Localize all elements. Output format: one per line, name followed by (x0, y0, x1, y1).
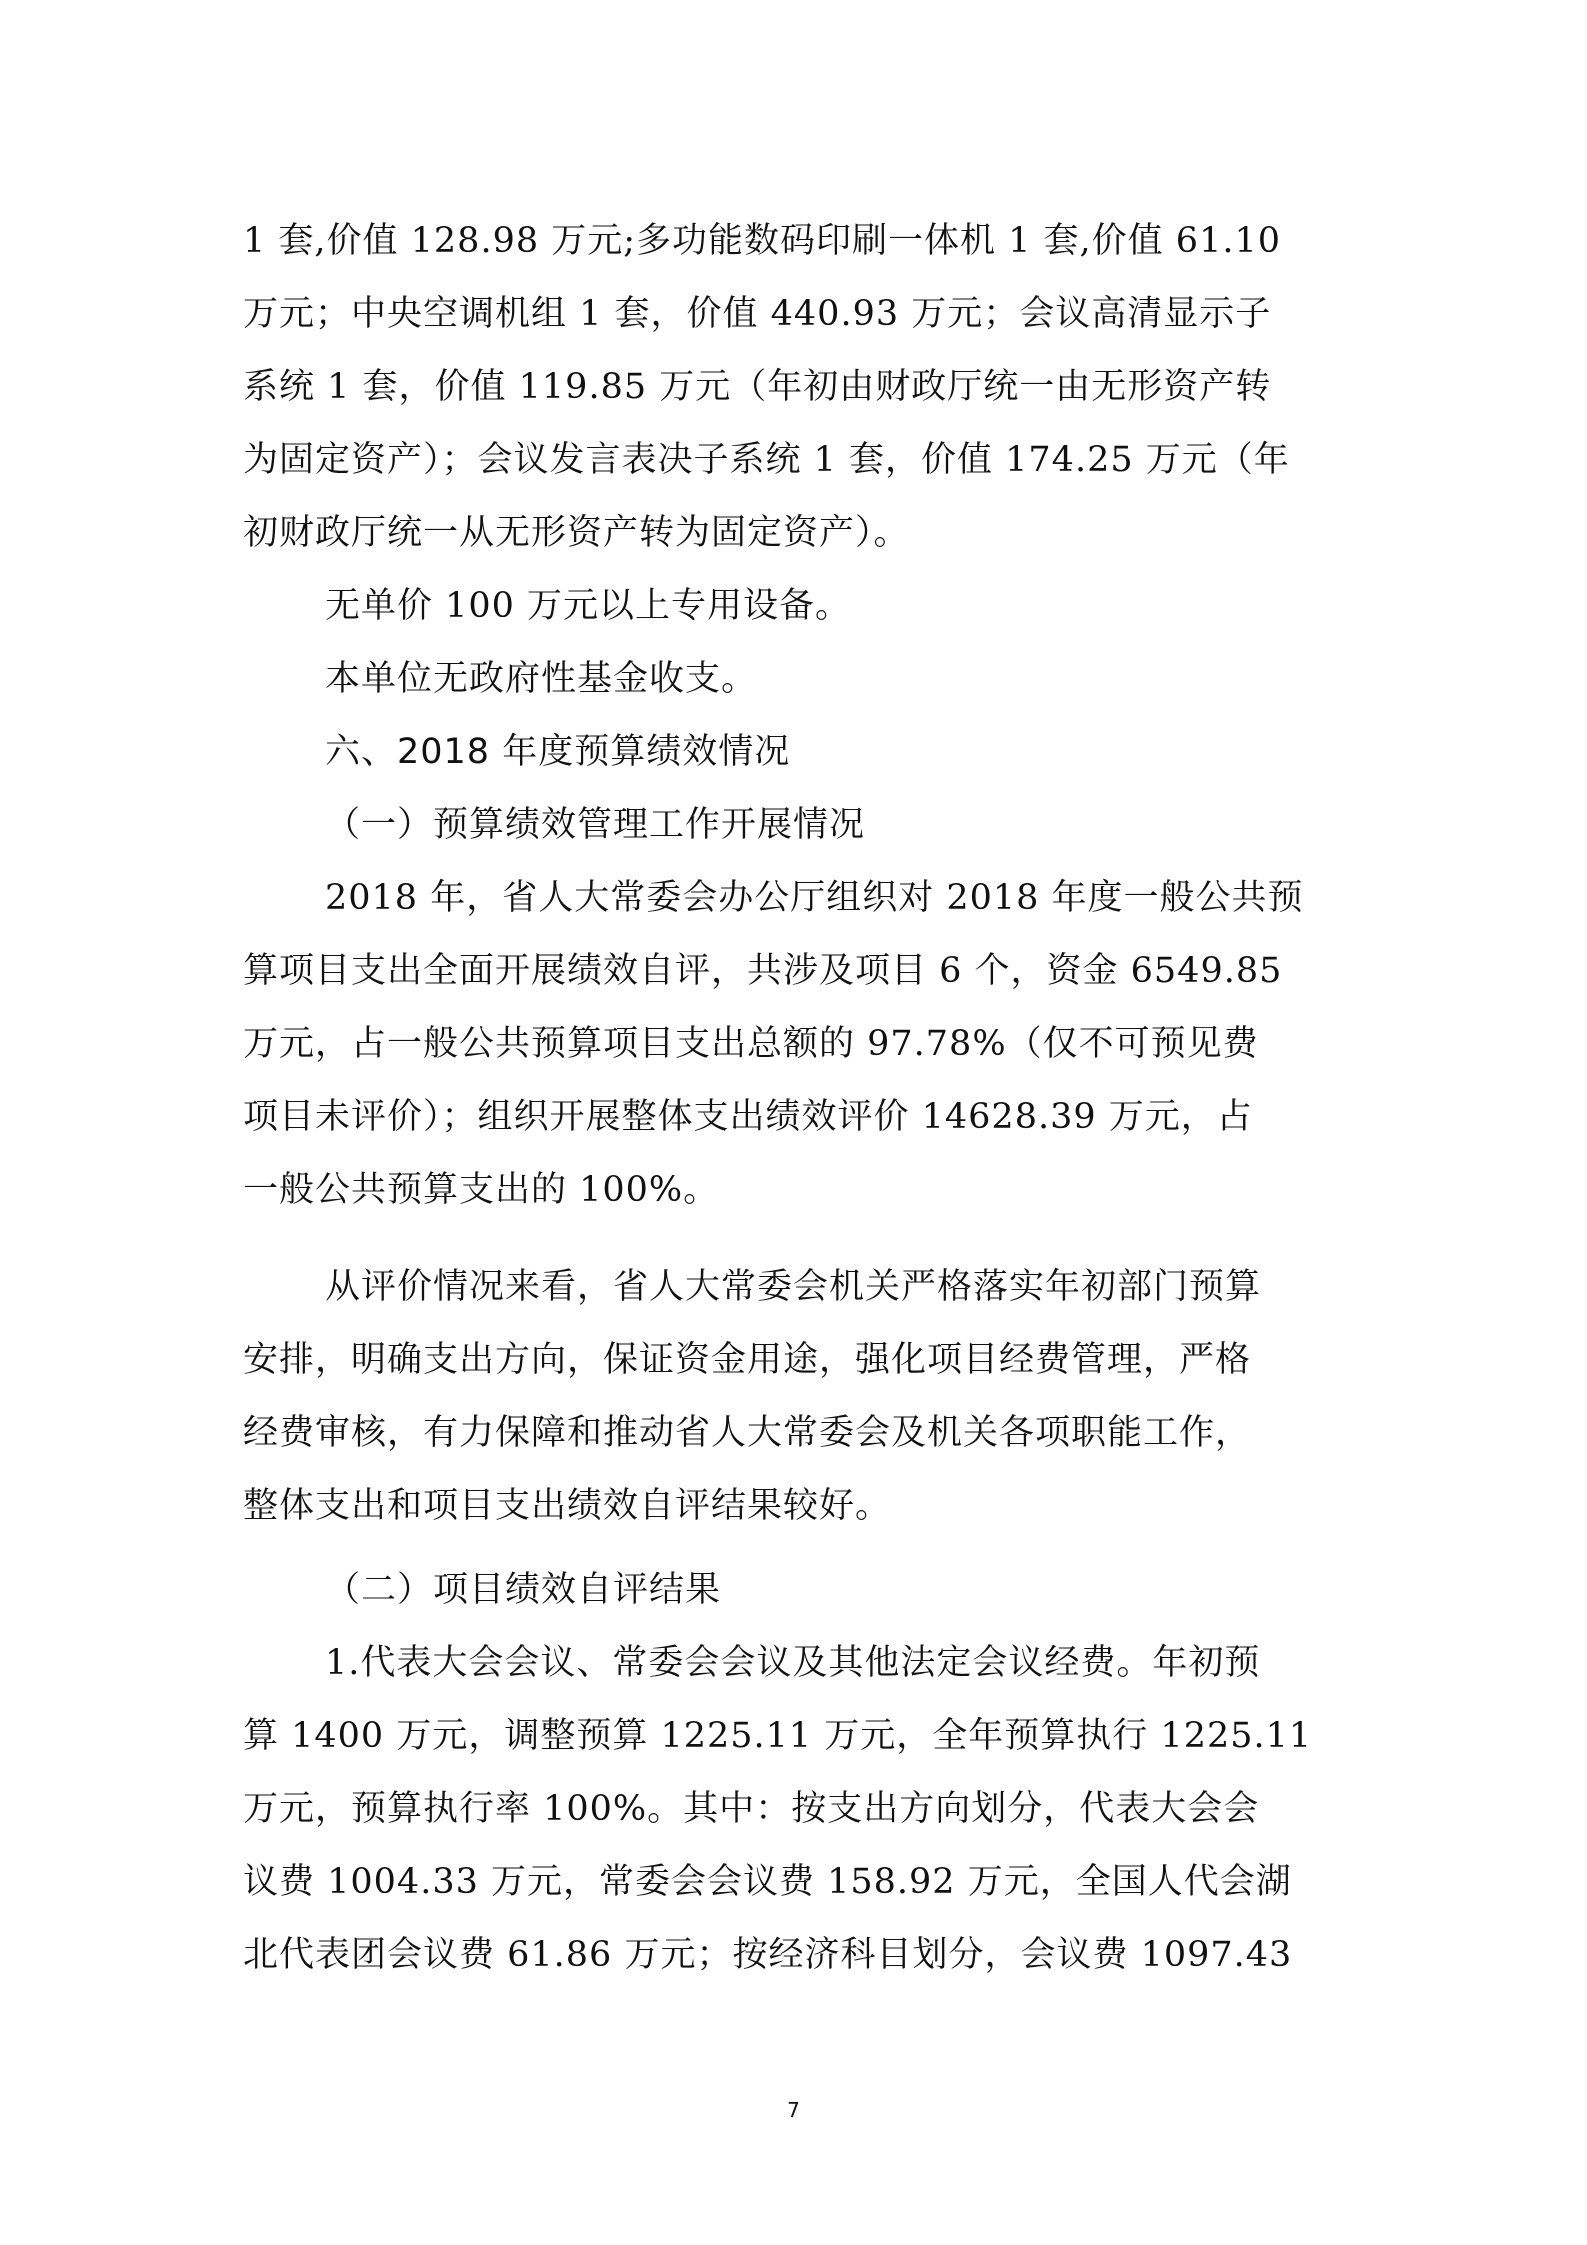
paragraph-line: 无单价 100 万元以上专用设备。 (325, 586, 852, 626)
paragraph-line: 2018 年，省人大常委会办公厅组织对 2018 年度一般公共预 (325, 878, 1304, 918)
body-line: 万元，占一般公共预算项目支出总额的 97.78%（仅不可预见费 (243, 1024, 1259, 1064)
body-line: 万元，预算执行率 100%。其中：按支出方向划分，代表大会会 (243, 1789, 1260, 1829)
subsection-heading: （二）项目绩效自评结果 (325, 1570, 722, 1610)
body-line: 万元；中央空调机组 1 套，价值 440.93 万元；会议高清显示子 (243, 294, 1272, 334)
section-heading: 六、2018 年度预算绩效情况 (325, 732, 791, 772)
body-line: 算项目支出全面开展绩效自评，共涉及项目 6 个，资金 6549.85 (243, 951, 1283, 991)
body-line: 项目未评价）；组织开展整体支出绩效评价 14628.39 万元，占 (243, 1097, 1253, 1137)
body-line: 安排，明确支出方向，保证资金用途，强化项目经费管理，严格 (243, 1340, 1252, 1380)
body-line: 系统 1 套，价值 119.85 万元（年初由财政厅统一由无形资产转 (243, 367, 1272, 407)
body-line: 议费 1004.33 万元，常委会会议费 158.92 万元，全国人代会湖 (243, 1862, 1292, 1902)
body-line: 算 1400 万元，调整预算 1225.11 万元，全年预算执行 1225.11 (243, 1716, 1313, 1756)
body-line: 一般公共预算支出的 100%。 (243, 1170, 720, 1210)
subsection-heading: （一）预算绩效管理工作开展情况 (325, 805, 866, 845)
body-line: 经费审核，有力保障和推动省人大常委会及机关各项职能工作， (243, 1413, 1252, 1453)
page-number: 7 (787, 2098, 800, 2122)
body-line: 整体支出和项目支出绩效自评结果较好。 (243, 1486, 892, 1526)
paragraph-line: 本单位无政府性基金收支。 (325, 659, 758, 699)
body-line: 初财政厅统一从无形资产转为固定资产）。 (243, 513, 910, 553)
body-line: 为固定资产）；会议发言表决子系统 1 套，价值 174.25 万元（年 (243, 440, 1290, 480)
body-line: 北代表团会议费 61.86 万元；按经济科目划分，会议费 1097.43 (243, 1935, 1293, 1975)
paragraph-line: 1.代表大会会议、常委会会议及其他法定会议经费。年初预 (325, 1643, 1261, 1683)
paragraph-line: 从评价情况来看，省人大常委会机关严格落实年初部门预算 (325, 1267, 1262, 1307)
body-line: 1 套,价值 128.98 万元;多功能数码印刷一体机 1 套,价值 61.10 (243, 221, 1281, 261)
